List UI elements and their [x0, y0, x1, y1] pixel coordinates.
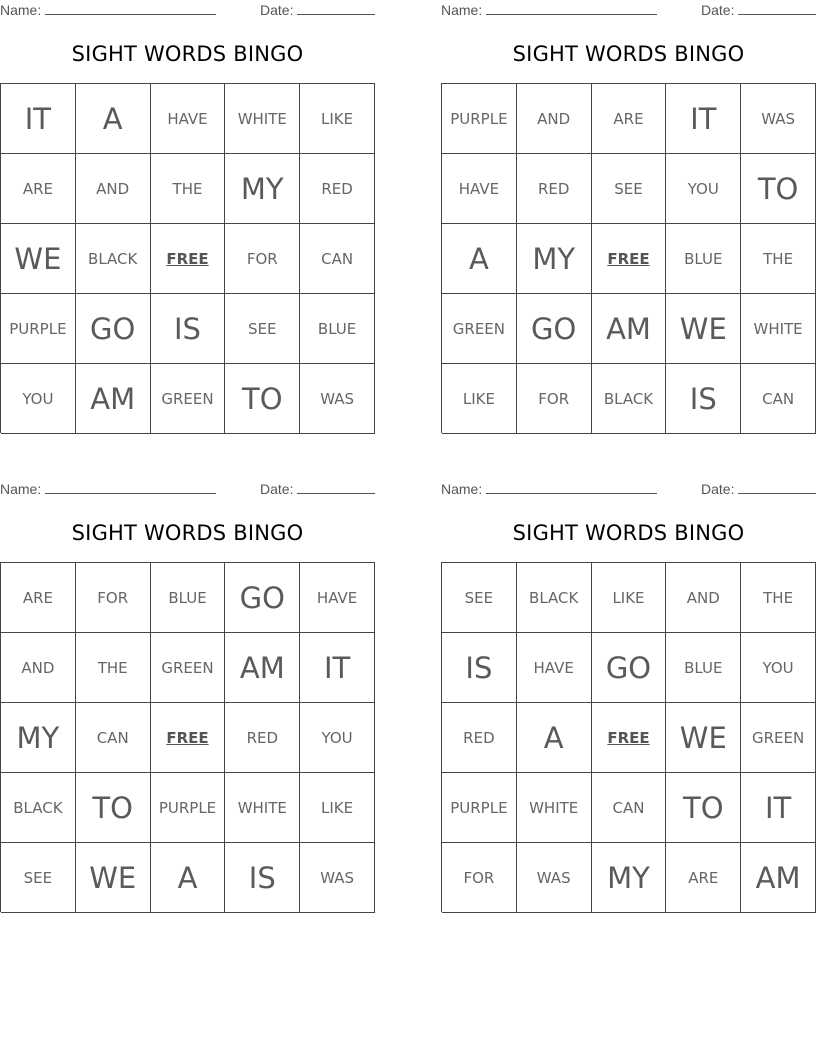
bingo-cell: IS	[442, 633, 517, 703]
bingo-grid	[0, 562, 375, 912]
bingo-cell: RED	[442, 703, 517, 773]
bingo-cell: GREEN	[151, 364, 226, 434]
card-title: SIGHT WORDS BINGO	[71, 42, 304, 66]
bingo-cell: LIKE	[592, 563, 667, 633]
name-date-row	[0, 481, 375, 497]
bingo-cell: IS	[151, 294, 226, 364]
bingo-cell: THE	[741, 224, 816, 294]
bingo-grid	[441, 83, 816, 433]
name-label: Name:	[441, 481, 483, 497]
bingo-cell: A	[151, 843, 226, 913]
bingo-grid	[0, 83, 375, 433]
bingo-cell: BLUE	[666, 633, 741, 703]
bingo-cell: TO	[666, 773, 741, 843]
name-blank	[486, 481, 657, 494]
bingo-cell: RED	[300, 154, 375, 224]
bingo-cell: GO	[225, 563, 300, 633]
bingo-cell: THE	[741, 563, 816, 633]
bingo-cell: YOU	[1, 364, 76, 434]
bingo-cell: GO	[517, 294, 592, 364]
date-blank	[297, 2, 375, 15]
bingo-cell: AM	[741, 843, 816, 913]
bingo-cell: HAVE	[300, 563, 375, 633]
bingo-cell: GREEN	[442, 294, 517, 364]
bingo-cell: ARE	[1, 563, 76, 633]
bingo-cell: PURPLE	[1, 294, 76, 364]
bingo-cell: WAS	[300, 843, 375, 913]
bingo-cell: CAN	[592, 773, 667, 843]
bingo-cell: IS	[666, 364, 741, 434]
bingo-cell: SEE	[1, 843, 76, 913]
bingo-cell: IT	[666, 84, 741, 154]
name-blank	[45, 481, 216, 494]
bingo-cell: THE	[76, 633, 151, 703]
date-label: Date:	[260, 481, 294, 497]
bingo-cell: MY	[517, 224, 592, 294]
bingo-cell: FOR	[517, 364, 592, 434]
bingo-cell: IT	[1, 84, 76, 154]
bingo-cell: WAS	[300, 364, 375, 434]
bingo-cell: HAVE	[151, 84, 226, 154]
bingo-cell: FOR	[442, 843, 517, 913]
card-title: SIGHT WORDS BINGO	[71, 521, 304, 545]
bingo-grid	[441, 562, 816, 912]
bingo-cell: WE	[666, 294, 741, 364]
bingo-cell: BLUE	[666, 224, 741, 294]
bingo-card	[0, 0, 375, 430]
bingo-cell: TO	[76, 773, 151, 843]
bingo-cell: GREEN	[741, 703, 816, 773]
name-blank	[486, 2, 657, 15]
bingo-cell: SEE	[442, 563, 517, 633]
free-space-cell: FREE	[592, 703, 667, 773]
bingo-cell: BLUE	[300, 294, 375, 364]
name-date-row	[441, 481, 816, 497]
date-label: Date:	[701, 481, 735, 497]
bingo-cell: SEE	[592, 154, 667, 224]
bingo-cell: WE	[1, 224, 76, 294]
bingo-cell: AM	[592, 294, 667, 364]
bingo-cell: AND	[1, 633, 76, 703]
bingo-cell: YOU	[741, 633, 816, 703]
bingo-cell: A	[442, 224, 517, 294]
name-label: Name:	[0, 481, 42, 497]
bingo-cell: BLACK	[76, 224, 151, 294]
bingo-cell: LIKE	[300, 773, 375, 843]
bingo-cell: FOR	[76, 563, 151, 633]
bingo-cell: AND	[517, 84, 592, 154]
name-blank	[45, 2, 216, 15]
bingo-cell: CAN	[76, 703, 151, 773]
bingo-cell: TO	[225, 364, 300, 434]
bingo-cell: LIKE	[442, 364, 517, 434]
bingo-cell: IT	[741, 773, 816, 843]
bingo-cell: FOR	[225, 224, 300, 294]
bingo-cell: LIKE	[300, 84, 375, 154]
bingo-cell: WAS	[517, 843, 592, 913]
bingo-cell: GO	[76, 294, 151, 364]
card-title: SIGHT WORDS BINGO	[512, 521, 745, 545]
bingo-cell: PURPLE	[442, 84, 517, 154]
date-blank	[738, 481, 816, 494]
bingo-cell: AM	[225, 633, 300, 703]
bingo-cell: PURPLE	[151, 773, 226, 843]
bingo-cell: IT	[300, 633, 375, 703]
bingo-cell: IS	[225, 843, 300, 913]
bingo-card	[441, 0, 816, 430]
name-date-row	[0, 2, 375, 18]
bingo-cell: BLACK	[517, 563, 592, 633]
free-space-cell: FREE	[151, 703, 226, 773]
bingo-cell: ARE	[592, 84, 667, 154]
bingo-cell: WHITE	[225, 84, 300, 154]
bingo-cell: SEE	[225, 294, 300, 364]
bingo-cell: A	[76, 84, 151, 154]
bingo-cell: MY	[225, 154, 300, 224]
bingo-cell: MY	[1, 703, 76, 773]
bingo-cell: WHITE	[741, 294, 816, 364]
card-title: SIGHT WORDS BINGO	[512, 42, 745, 66]
bingo-card	[0, 479, 375, 909]
date-blank	[297, 481, 375, 494]
free-space-cell: FREE	[151, 224, 226, 294]
bingo-cell: TO	[741, 154, 816, 224]
name-label: Name:	[0, 2, 42, 18]
bingo-cell: THE	[151, 154, 226, 224]
bingo-cell: BLACK	[592, 364, 667, 434]
bingo-cell: AM	[76, 364, 151, 434]
bingo-cell: HAVE	[517, 633, 592, 703]
bingo-cell: YOU	[666, 154, 741, 224]
bingo-card	[441, 479, 816, 909]
bingo-cell: GREEN	[151, 633, 226, 703]
date-label: Date:	[701, 2, 735, 18]
bingo-cell: BLACK	[1, 773, 76, 843]
bingo-cell: PURPLE	[442, 773, 517, 843]
name-label: Name:	[441, 2, 483, 18]
name-date-row	[441, 2, 816, 18]
bingo-cell: HAVE	[442, 154, 517, 224]
free-space-cell: FREE	[592, 224, 667, 294]
bingo-cell: RED	[517, 154, 592, 224]
bingo-cell: RED	[225, 703, 300, 773]
bingo-cell: WE	[76, 843, 151, 913]
bingo-cell: GO	[592, 633, 667, 703]
bingo-cell: CAN	[741, 364, 816, 434]
bingo-cell: ARE	[1, 154, 76, 224]
bingo-cell: CAN	[300, 224, 375, 294]
bingo-cell: WHITE	[517, 773, 592, 843]
bingo-cell: AND	[76, 154, 151, 224]
bingo-cell: WHITE	[225, 773, 300, 843]
bingo-cell: MY	[592, 843, 667, 913]
date-label: Date:	[260, 2, 294, 18]
bingo-cell: AND	[666, 563, 741, 633]
date-blank	[738, 2, 816, 15]
bingo-cell: YOU	[300, 703, 375, 773]
bingo-cell: WAS	[741, 84, 816, 154]
bingo-cell: WE	[666, 703, 741, 773]
bingo-cell: BLUE	[151, 563, 226, 633]
bingo-cell: A	[517, 703, 592, 773]
bingo-cell: ARE	[666, 843, 741, 913]
